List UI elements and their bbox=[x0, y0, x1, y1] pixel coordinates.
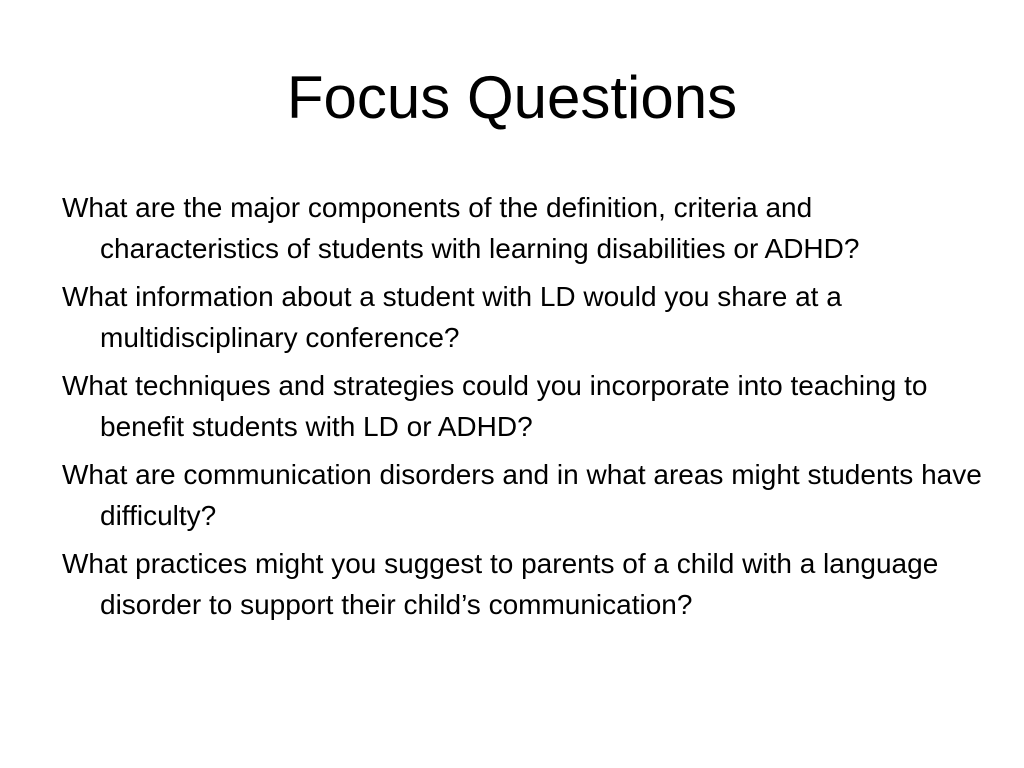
focus-question-1: What are the major components of the definition, criteria and characteristics of students with learning disabilities or ADHD? bbox=[62, 192, 860, 264]
focus-question-5: What practices might you suggest to parents of a child with a language disorder to support their child’s communication? bbox=[62, 548, 939, 620]
focus-question-3: What techniques and strategies could you incorporate into teaching to benefit students with LD or ADHD? bbox=[62, 370, 928, 442]
focus-question-4: What are communication disorders and in what areas might students have difficulty? bbox=[62, 459, 982, 531]
focus-question-2: What information about a student with LD would you share at a multidisciplinary conference? bbox=[62, 281, 842, 353]
focus-question-list bbox=[62, 187, 982, 632]
slide-title: Focus Questions bbox=[286, 64, 738, 131]
